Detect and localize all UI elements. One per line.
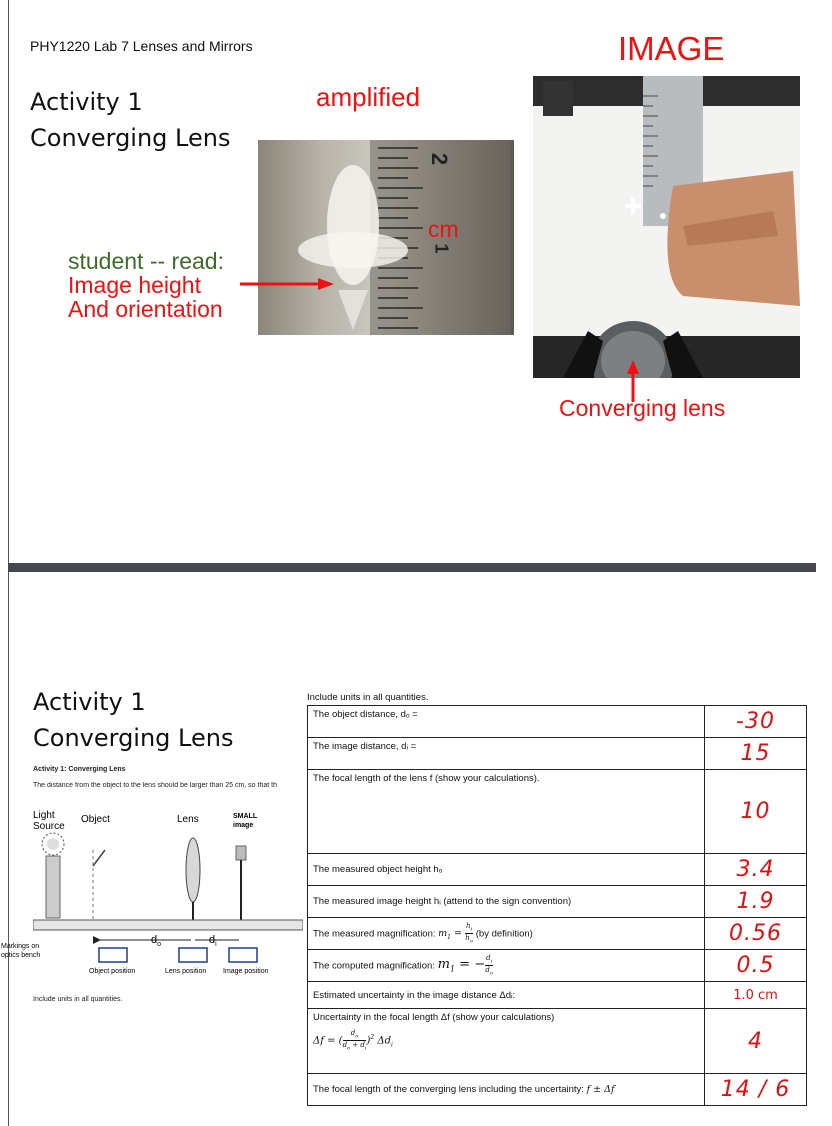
row-value: 15 bbox=[705, 738, 807, 770]
amplified-label: amplified bbox=[316, 82, 421, 112]
cm-label: cm bbox=[428, 216, 459, 242]
student-read-label: student -- read: bbox=[68, 248, 224, 274]
di-over-do: $\frac{d_i}{d_o}$ bbox=[485, 953, 493, 977]
orientation-label: And orientation bbox=[68, 296, 223, 322]
row-label: The measured object height hₒ bbox=[308, 854, 705, 886]
di-label: $d_i$ bbox=[209, 934, 217, 949]
row-label: Estimated uncertainty in the image distance Δdᵢ: bbox=[308, 982, 705, 1009]
table-row bbox=[308, 950, 807, 982]
page-divider bbox=[8, 563, 816, 572]
row-value: 3.4 bbox=[705, 854, 807, 886]
slide2-title-line1: Activity 1 bbox=[33, 688, 146, 716]
light-source-label: Light Source bbox=[33, 810, 65, 832]
row-label: The object distance, dₒ = bbox=[308, 706, 705, 738]
lab-results-table bbox=[307, 705, 807, 1106]
page-edge-bottom bbox=[8, 572, 9, 1126]
amplified-image-photo bbox=[258, 140, 514, 335]
row-value: 1.0 cm bbox=[705, 982, 807, 1009]
lens-position-label: Lens position bbox=[165, 968, 207, 975]
f-pm-df: f ± Δf bbox=[586, 1084, 615, 1095]
small-text: The distance from the object to the lens should be larger than 25 cm, so that th bbox=[33, 782, 277, 789]
row-label: The focal length of the lens f (show your calculations). bbox=[308, 770, 705, 854]
ruler-digit: 2 bbox=[427, 152, 453, 166]
row-value: 4 bbox=[705, 1009, 807, 1074]
row-value: 0.56 bbox=[705, 918, 807, 950]
row-value: 10 bbox=[705, 770, 807, 854]
table-row bbox=[308, 738, 807, 770]
slide-header: PHY1220 Lab 7 Lenses and Mirrors bbox=[30, 38, 253, 54]
slide-title-line1: Activity 1 bbox=[30, 88, 143, 116]
markings-label: Markings on optics bench bbox=[1, 943, 41, 959]
m1-computed-formula: $m_1$ = − bbox=[437, 957, 486, 974]
row-label: The measured image height hᵢ (attend to the sign convention) bbox=[308, 886, 705, 918]
arrow-to-image bbox=[240, 276, 335, 292]
table-row bbox=[308, 854, 807, 886]
table-row bbox=[308, 918, 807, 950]
table-row bbox=[308, 770, 807, 854]
row-label-final: The focal length of the converging lens including the uncertainty: f ± Δf bbox=[308, 1074, 705, 1106]
table-row bbox=[308, 886, 807, 918]
row-value: 0.5 bbox=[705, 950, 807, 982]
hi-over-ho: $\frac{h_i}{h_o}$ bbox=[465, 921, 473, 945]
table-row bbox=[308, 982, 807, 1009]
table-row bbox=[308, 706, 807, 738]
row-label-computed: The computed magnification: $m_1$ = − $\frac{d_i}{d_o}$ bbox=[308, 950, 705, 982]
image-height-label: Image height bbox=[68, 272, 201, 298]
row-label-uncertainty: Uncertainty in the focal length Δf (show your calculations) Δf = ( $\frac{d_o}{d_o + d_i}$ )$^2$ $\Delta d_i$ bbox=[308, 1009, 705, 1074]
slide-title-line2: Converging Lens bbox=[30, 124, 231, 152]
row-value: 1.9 bbox=[705, 886, 807, 918]
object-position-label: Object position bbox=[89, 968, 136, 975]
do-label: $d_o$ bbox=[151, 934, 162, 949]
table-row bbox=[308, 1074, 807, 1106]
left-units-note: Include units in all quantities. bbox=[33, 996, 123, 1003]
table-row bbox=[308, 1009, 807, 1074]
row-label: The image distance, dᵢ = bbox=[308, 738, 705, 770]
page-edge-top bbox=[8, 0, 9, 563]
row-label-magnification: The measured magnification: $m_1$ = $\frac{h_i}{h_o}$ (by definition) bbox=[308, 918, 705, 950]
row-value: -30 bbox=[705, 706, 807, 738]
lens-setup-photo bbox=[533, 76, 800, 378]
slide2-title-line2: Converging Lens bbox=[33, 724, 234, 752]
small-image-label: SMALL image bbox=[233, 813, 258, 829]
converging-lens-label: Converging lens bbox=[559, 395, 726, 421]
table-header-note: Include units in all quantities. bbox=[307, 692, 429, 703]
lens-label: Lens bbox=[177, 814, 199, 825]
image-position-label: Image position bbox=[223, 968, 269, 975]
delta-f-formula: Δf = ( $\frac{d_o}{d_o + d_i}$ )$^2$ $\Delta d_i$ bbox=[313, 1029, 393, 1052]
image-label: IMAGE bbox=[618, 30, 725, 67]
ruler-digit-2: 1 bbox=[431, 243, 452, 254]
small-heading: Activity 1: Converging Lens bbox=[33, 766, 126, 773]
m1-formula: $m_1$ = bbox=[438, 928, 465, 941]
row-value: 14 / 6 bbox=[705, 1074, 807, 1106]
object-label: Object bbox=[81, 814, 110, 825]
